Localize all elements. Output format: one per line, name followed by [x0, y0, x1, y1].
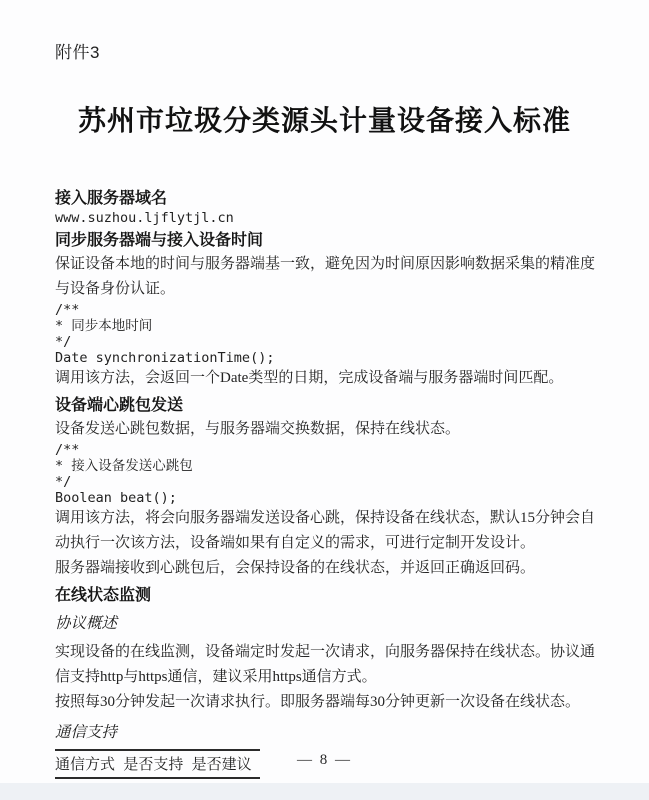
- scan-edge-band: [0, 783, 649, 800]
- paragraph: 调用该方法，将会向服务器端发送设备心跳，保持设备在线状态，默认15分钟会自动执行一次该方法，设备端如果有自定义的需求，可进行定制开发设计。: [55, 510, 596, 551]
- code-line-comment-body: * 接入设备发送心跳包: [55, 458, 193, 474]
- page-number: — 8 —: [297, 752, 352, 768]
- paragraph: 实现设备的在线监测，设备端定时发起一次请求，向服务器保持在线状态。协议通信支持http与https通信，建议采用https通信方式。: [55, 644, 596, 685]
- section-heading-time-sync: 同步服务器端与接入设备时间: [55, 232, 264, 249]
- page-title: 苏州市垃圾分类源头计量设备接入标准: [77, 105, 571, 136]
- attachment-label: 附件3: [55, 43, 100, 62]
- document-body: [55, 188, 595, 800]
- paragraph: 保证设备本地的时间与服务器端基一致，避免因为时间原因影响数据采集的精准度与设备身份认证。: [55, 256, 596, 297]
- paragraph: 服务器端接收到心跳包后，会保持设备的在线状态，并返回正确返回码。: [55, 560, 536, 576]
- section-heading-server-domain: 接入服务器域名: [55, 190, 168, 207]
- code-line-comment-close: */: [55, 474, 72, 490]
- paragraph: 设备发送心跳包数据，与服务器端交换数据，保持在线状态。: [55, 421, 461, 437]
- section-heading-heartbeat: 设备端心跳包发送: [55, 397, 184, 414]
- subheading-protocol-overview: 协议概述: [55, 615, 118, 632]
- column-header-recommended: 是否建议: [192, 750, 260, 778]
- section-heading-online-status: 在线状态监测: [55, 587, 152, 604]
- paragraph: 按照每30分钟发起一次请求执行。即服务器端每30分钟更新一次设备在线状态。: [55, 694, 581, 710]
- code-line-method-beat: Boolean beat();: [55, 490, 177, 506]
- code-line-domain: www.suzhou.ljflytjl.cn: [55, 210, 234, 226]
- column-header-comm-method: 通信方式: [55, 750, 123, 778]
- paragraph: 调用该方法，会返回一个Date类型的日期，完成设备端与服务器端时间匹配。: [55, 370, 564, 386]
- code-line-method-sync: Date synchronizationTime();: [55, 350, 275, 366]
- code-line-comment-body: * 同步本地时间: [55, 318, 153, 334]
- column-header-supported: 是否支持: [123, 750, 191, 778]
- code-line-comment-open: /**: [55, 442, 80, 458]
- subheading-comm-support: 通信支持: [55, 724, 118, 741]
- code-line-comment-open: /**: [55, 302, 80, 318]
- code-line-comment-close: */: [55, 334, 72, 350]
